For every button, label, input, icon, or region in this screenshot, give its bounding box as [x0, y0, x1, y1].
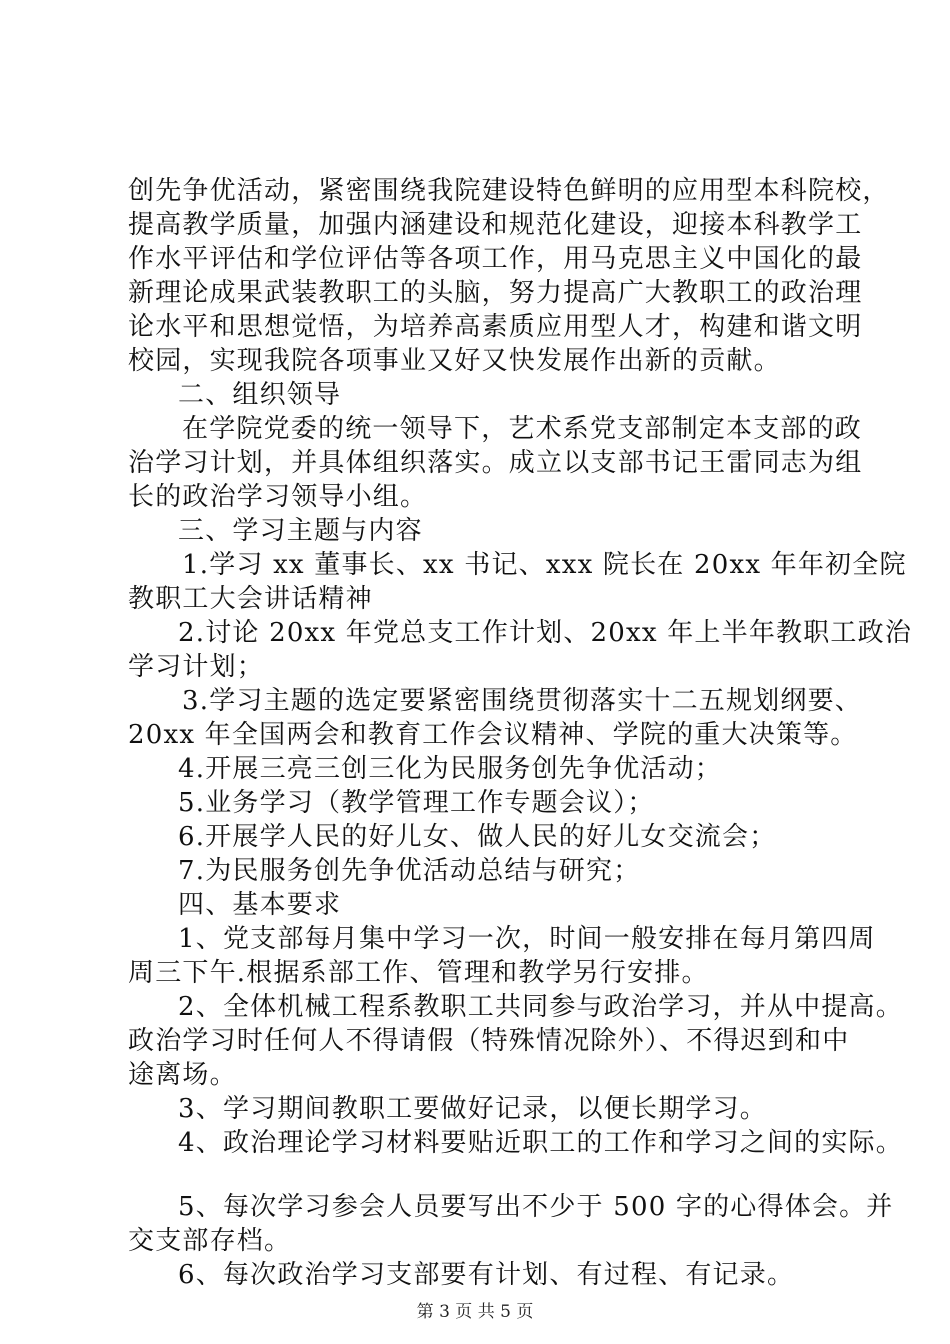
list-item: 3、学习期间教职工要做好记录，以便长期学习。	[178, 1094, 767, 1124]
list-item: 1、党支部每月集中学习一次，时间一般安排在每月第四周	[178, 924, 876, 954]
body-text-line: 论水平和思想觉悟，为培养高素质应用型人才，构建和谐文明	[128, 312, 863, 342]
body-text-line: 作水平评估和学位评估等各项工作，用马克思主义中国化的最	[128, 244, 863, 274]
section-heading: 四、基本要求	[178, 890, 342, 920]
section-heading: 三、学习主题与内容	[178, 516, 423, 546]
list-item: 1.学习 xx 董事长、xx 书记、xxx 院长在 20xx 年年初全院	[182, 550, 907, 580]
body-text-line: 治学习计划，并具体组织落实。成立以支部书记王雷同志为组	[128, 448, 863, 478]
body-text-line: 教职工大会讲话精神	[128, 584, 373, 614]
body-text-line: 学习计划；	[128, 652, 265, 682]
section-heading: 二、组织领导	[178, 380, 342, 410]
list-item: 7.为民服务创先争优活动总结与研究；	[178, 856, 641, 886]
body-text-line: 周三下午.根据系部工作、管理和教学另行安排。	[128, 958, 709, 988]
list-item: 6、每次政治学习支部要有计划、有过程、有记录。	[178, 1260, 795, 1290]
list-item: 4.开展三亮三创三化为民服务创先争优活动；	[178, 754, 723, 784]
body-text-line: 新理论成果武装教职工的头脑，努力提高广大教职工的政治理	[128, 278, 863, 308]
list-item: 6.开展学人民的好儿女、做人民的好儿女交流会；	[178, 822, 777, 852]
list-item: 4、政治理论学习材料要贴近职工的工作和学习之间的实际。	[178, 1128, 903, 1158]
list-item: 5、每次学习参会人员要写出不少于 500 字的心得体会。并	[178, 1192, 894, 1222]
body-text-line: 校园，实现我院各项事业又好又快发展作出新的贡献。	[128, 346, 781, 376]
body-text-line: 政治学习时任何人不得请假（特殊情况除外）、不得迟到和中	[128, 1026, 850, 1056]
body-text-line: 20xx 年全国两会和教育工作会议精神、学院的重大决策等。	[128, 720, 858, 750]
body-text-line: 在学院党委的统一领导下，艺术系党支部制定本支部的政	[182, 414, 863, 444]
list-item: 3.学习主题的选定要紧密围绕贯彻落实十二五规划纲要、	[182, 686, 863, 716]
page-footer: 第 3 页 共 5 页	[416, 1302, 534, 1322]
body-text-line: 提高教学质量，加强内涵建设和规范化建设，迎接本科教学工	[128, 210, 863, 240]
body-text-line: 途离场。	[128, 1060, 237, 1090]
list-item: 2、全体机械工程系教职工共同参与政治学习，并从中提高。	[178, 992, 903, 1022]
body-text-line: 交支部存档。	[128, 1226, 292, 1256]
body-text-line: 长的政治学习领导小组。	[128, 482, 428, 512]
list-item: 2.讨论 20xx 年党总支工作计划、20xx 年上半年教职工政治	[178, 618, 913, 648]
list-item: 5.业务学习（教学管理工作专题会议）；	[178, 788, 655, 818]
body-text-line: 创先争优活动，紧密围绕我院建设特色鲜明的应用型本科院校，	[128, 176, 890, 206]
